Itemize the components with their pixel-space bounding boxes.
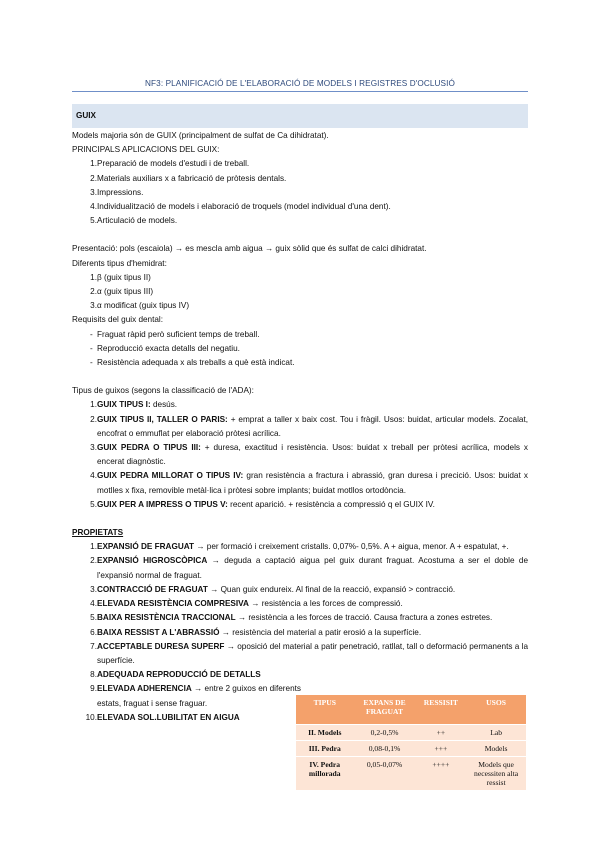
table-row bbox=[296, 757, 526, 791]
item-label: ELEVADA RESISTÈNCIA COMPRESIVA bbox=[97, 599, 249, 609]
requirements-list bbox=[72, 328, 528, 371]
list-item bbox=[72, 172, 528, 186]
list-text: Impressions. bbox=[97, 187, 144, 197]
list-item bbox=[72, 398, 528, 412]
list-item bbox=[72, 668, 528, 682]
list-number: 7. bbox=[90, 641, 97, 651]
list-text: Reproducció exacta detalls del negatiu. bbox=[97, 343, 240, 353]
section-title: GUIX bbox=[72, 104, 528, 128]
list-item bbox=[72, 157, 528, 171]
list-text: Resistència adequada x als treballs a què està indicat. bbox=[97, 358, 295, 368]
table-cell: 0,08-0,1% bbox=[354, 741, 416, 757]
hemidrate-types-title: Diferents tipus d'hemidrat: bbox=[72, 258, 167, 268]
hemidrate-types-list bbox=[72, 271, 528, 314]
table-cell: III. Pedra bbox=[296, 741, 354, 757]
dash-bullet: - bbox=[90, 329, 93, 339]
item-label: GUIX PEDRA MILLORAT O TIPUS IV: bbox=[97, 471, 244, 481]
item-label: GUIX TIPUS I: bbox=[97, 400, 151, 410]
item-text: → resistència a les forces de tracció. Causa fractura a zones estretes. bbox=[235, 613, 493, 623]
list-number: 1. bbox=[90, 159, 97, 169]
list-number: 5. bbox=[90, 499, 97, 509]
list-text: Preparació de models d'estudi i de treball. bbox=[97, 159, 250, 169]
list-item bbox=[72, 328, 528, 342]
list-item bbox=[72, 469, 528, 497]
dash-bullet: - bbox=[90, 358, 93, 368]
models-line: Models majoria són de GUIX (principalment de sulfat de Ca dihidratat). bbox=[72, 131, 329, 140]
list-item bbox=[72, 356, 528, 370]
table-cell: Lab bbox=[466, 725, 526, 741]
table-cell: ++++ bbox=[416, 757, 467, 791]
list-item bbox=[72, 626, 528, 640]
list-text: Fraguat ràpid però suficient temps de treball. bbox=[97, 329, 260, 339]
document-body bbox=[72, 129, 528, 725]
item-text: → entre 2 guixos en diferents estats, fraguat i sense fraguar. bbox=[97, 684, 302, 708]
list-number: 1. bbox=[90, 272, 97, 282]
dash-bullet: - bbox=[90, 343, 93, 353]
list-item bbox=[72, 540, 528, 554]
list-text: Articulació de models. bbox=[97, 216, 178, 226]
item-label: ELEVADA ADHERENCIA bbox=[97, 684, 192, 694]
list-number: 1. bbox=[90, 400, 97, 410]
list-item bbox=[72, 597, 528, 611]
item-text: → deguda a captació aigua pel guix durant fraguat. Acostuma a ser el doble de l'expansió normal de fraguat. bbox=[97, 556, 529, 580]
presentation-line: Presentació: pols (escaiola) → es mescla amb aigua → guix sòlid que és sulfat de calci dihidratat. bbox=[72, 244, 427, 254]
header-rule bbox=[72, 91, 528, 92]
list-number: 8. bbox=[90, 670, 97, 680]
list-text: β (guix tipus II) bbox=[97, 272, 151, 282]
list-item bbox=[72, 271, 528, 285]
list-number: 2. bbox=[90, 173, 97, 183]
table-cell: 0,2-0,5% bbox=[354, 725, 416, 741]
list-item bbox=[72, 583, 528, 597]
table-cell: II. Models bbox=[296, 725, 354, 741]
table-cell: 0,05-0,07% bbox=[354, 757, 416, 791]
list-number: 4. bbox=[90, 202, 97, 212]
item-label: EXPANSIÓ DE FRAGUAT bbox=[97, 542, 195, 552]
list-number: 5. bbox=[90, 216, 97, 226]
list-number: 1. bbox=[90, 542, 97, 552]
list-number: 4. bbox=[90, 599, 97, 609]
list-number: 2. bbox=[90, 556, 97, 566]
applications-list bbox=[72, 157, 528, 228]
table-row bbox=[296, 725, 526, 741]
item-label: ACCEPTABLE DURESA SUPERF bbox=[97, 641, 225, 651]
item-label: GUIX PEDRA O TIPUS III: bbox=[97, 443, 201, 453]
item-label: ADEQUADA REPRODUCCIÓ DE DETALLS bbox=[97, 670, 261, 680]
list-item bbox=[72, 413, 528, 441]
requirements-title: Requisits del guix dental: bbox=[72, 315, 164, 325]
item-text: → per formació i creixement cristalls. 0,07%- 0,5%. A + aigua, menor. A + espatulat, +. bbox=[194, 542, 509, 552]
list-item bbox=[72, 640, 528, 668]
table-header-row bbox=[296, 695, 526, 725]
list-item bbox=[72, 554, 528, 582]
item-label: GUIX TIPUS II, TALLER O PARIS: bbox=[97, 414, 228, 424]
list-item bbox=[72, 682, 302, 710]
list-number: 9. bbox=[90, 684, 97, 694]
list-number: 5. bbox=[90, 613, 97, 623]
table-cell: ++ bbox=[416, 725, 467, 741]
list-item bbox=[72, 200, 528, 214]
list-text: Individualització de models i elaboració de troquels (model individual d'una dent). bbox=[97, 202, 391, 212]
list-item bbox=[72, 611, 528, 625]
item-text: gran resistència a fractura i abrassió, gran duresa i precició. Usos: buidat x motlles x fixa, removible metàl·lica i pròtesi sobre implants; buidat motllos ortodòncia. bbox=[97, 471, 528, 495]
list-item bbox=[72, 186, 528, 200]
item-text: + emprat a taller x baix cost. Tou i fràgil. Usos: buidat, articular models. Zocalat, encofrat o emmuflat per elaboració pròtesi acrílica. bbox=[97, 414, 528, 438]
list-item bbox=[72, 214, 528, 228]
list-text: α modificat (guix tipus IV) bbox=[97, 301, 190, 311]
list-number: 2. bbox=[90, 287, 97, 297]
properties-table bbox=[296, 695, 526, 790]
list-item bbox=[72, 285, 528, 299]
list-text: Materials auxiliars x a fabricació de pròtesis dentals. bbox=[97, 173, 287, 183]
item-text: + duresa, exactitud i resistència. Usos: buidat x treball per pròtesi acrílica, models x encerat diagnòstic. bbox=[97, 443, 528, 467]
item-label: BAIXA RESSIST A L'ABRASSIÓ bbox=[97, 627, 220, 637]
list-text: α (guix tipus III) bbox=[97, 287, 154, 297]
list-item bbox=[72, 299, 528, 313]
table-row bbox=[296, 741, 526, 757]
list-number: 3. bbox=[90, 187, 97, 197]
list-number: 3. bbox=[90, 301, 97, 311]
item-label: BAIXA RESISTÈNCIA TRACCIONAL bbox=[97, 613, 236, 623]
page-header: NF3: PLANIFICACIÓ DE L'ELABORACIÓ DE MODELS I REGISTRES D'OCLUSIÓ bbox=[145, 79, 455, 88]
list-number: 2. bbox=[90, 414, 97, 424]
list-item bbox=[72, 441, 528, 469]
list-item bbox=[72, 342, 528, 356]
column-header: USOS bbox=[466, 695, 526, 725]
table-cell: +++ bbox=[416, 741, 467, 757]
list-item bbox=[72, 498, 528, 512]
list-number: 3. bbox=[90, 443, 97, 453]
item-label: CONTRACCIÓ DE FRAGUAT bbox=[97, 584, 208, 594]
item-text: recent aparició. + resistència a compressió q el GUIX IV. bbox=[227, 499, 435, 509]
item-label: GUIX PER A IMPRESS O TIPUS V: bbox=[97, 499, 228, 509]
list-number: 4. bbox=[90, 471, 97, 481]
properties-title: PROPIETATS bbox=[72, 528, 124, 538]
list-number: 3. bbox=[90, 584, 97, 594]
item-text: desús. bbox=[150, 400, 178, 410]
item-label: ELEVADA SOL.LUBILITAT EN AIGUA bbox=[97, 712, 240, 722]
list-number: 10. bbox=[85, 712, 97, 722]
item-text: → Quan guix endureix. Al final de la reacció, expansió > contracció. bbox=[207, 584, 456, 594]
item-label: EXPANSIÓ HIGROSCÒPICA bbox=[97, 556, 208, 566]
column-header: TIPUS bbox=[296, 695, 354, 725]
applications-title: PRINCIPALS APLICACIONS DEL GUIX: bbox=[72, 145, 220, 155]
classification-list bbox=[72, 398, 528, 512]
table-cell: Models que necessiten alta ressist bbox=[466, 757, 526, 791]
list-number: 6. bbox=[90, 627, 97, 637]
item-text: → oposició del material a patir penetració, ratllat, tall o deformació permanents a la superfície. bbox=[97, 641, 528, 665]
item-text: → resistència del material a patir erosió a la superfície. bbox=[219, 627, 422, 637]
table-cell: Models bbox=[466, 741, 526, 757]
classification-title: Tipus de guixos (segons la classificació de l'ADA): bbox=[72, 386, 254, 396]
column-header: EXPANS DE FRAGUAT bbox=[354, 695, 416, 725]
item-text: → resistència a les forces de compressió. bbox=[248, 599, 403, 609]
column-header: RESSISIT bbox=[416, 695, 467, 725]
table-cell: IV. Pedra millorada bbox=[296, 757, 354, 791]
